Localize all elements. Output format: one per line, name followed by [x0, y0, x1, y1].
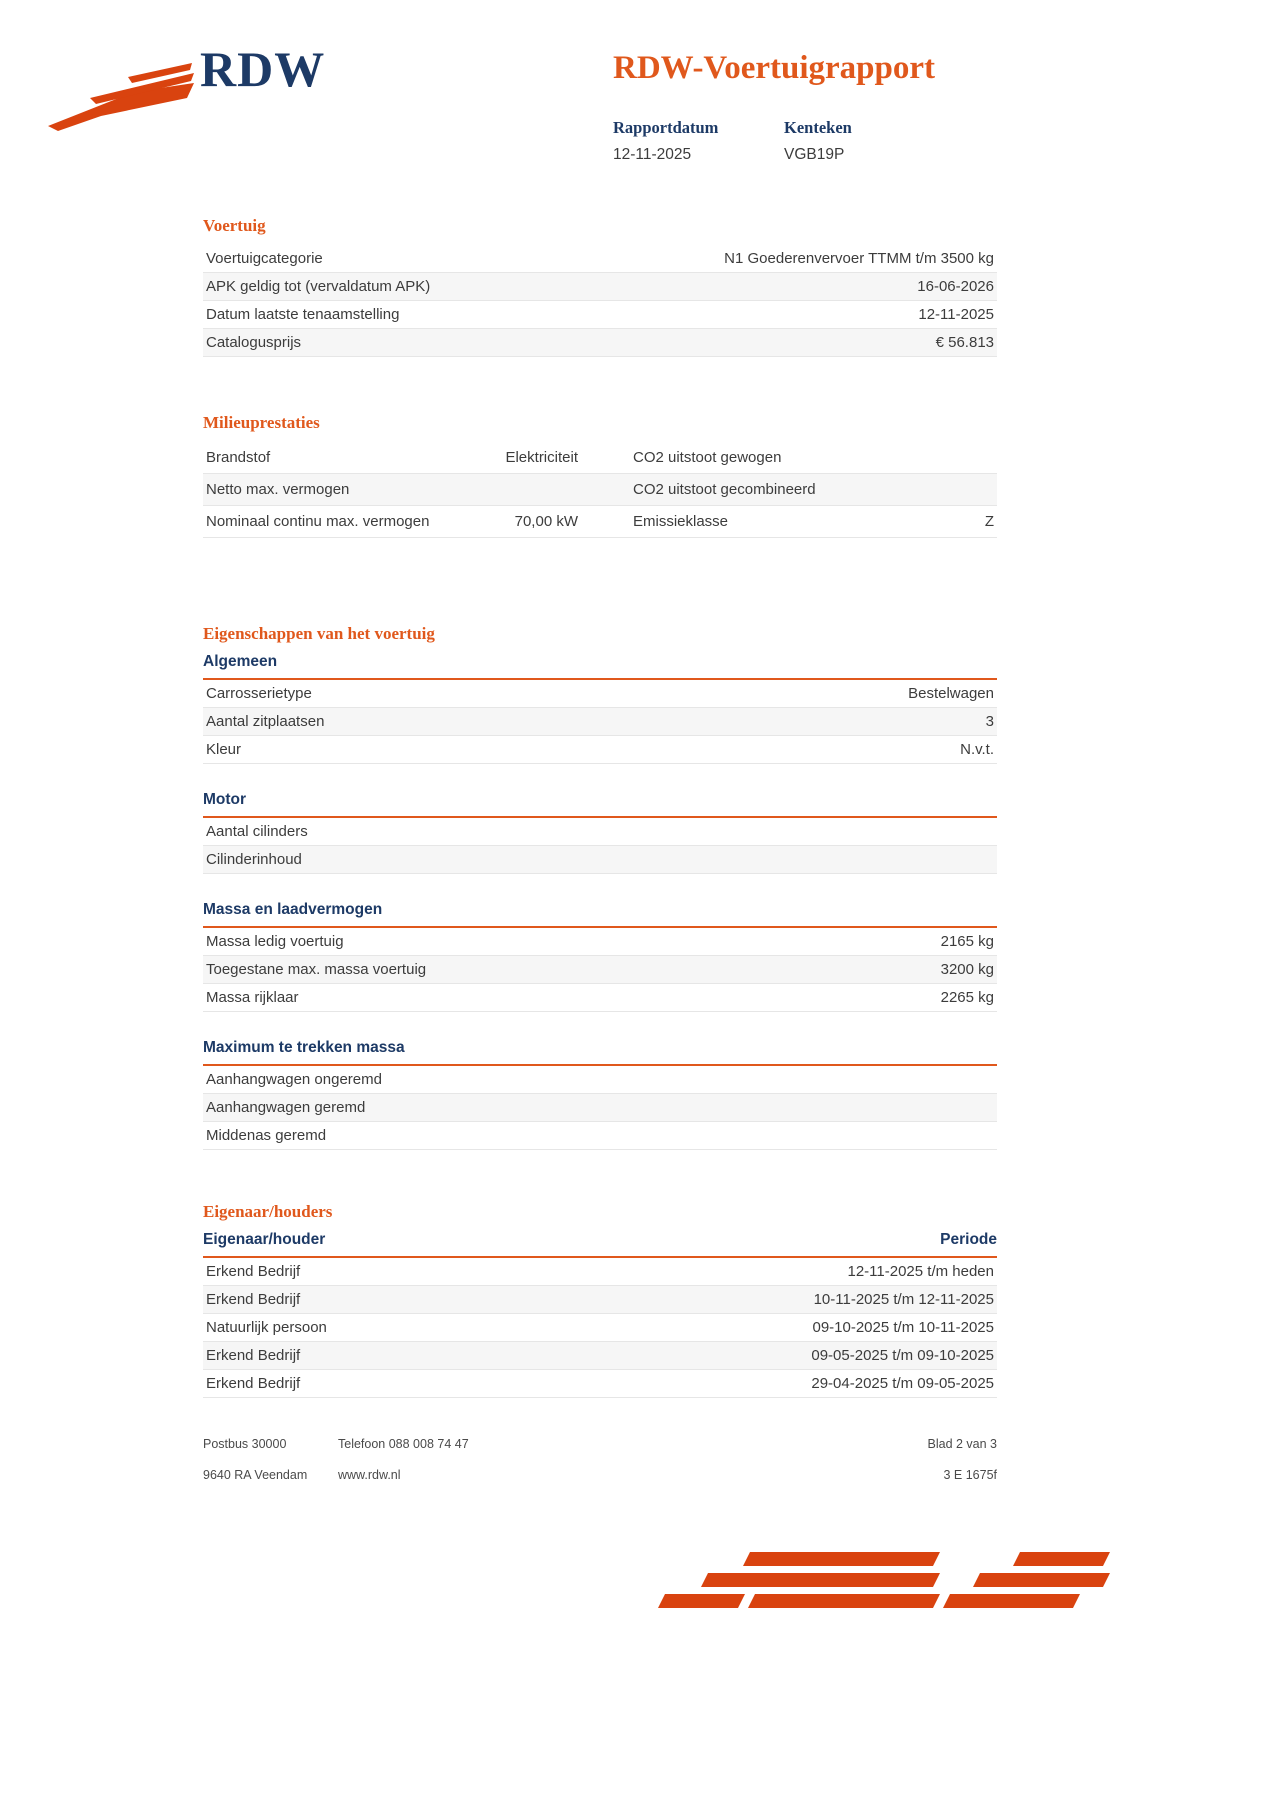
section-title-eigenschappen: Eigenschappen van het voertuig: [203, 624, 435, 643]
license-plate-label: Kenteken: [784, 118, 852, 137]
table-row: [203, 1286, 997, 1314]
license-plate-value: VGB19P: [784, 146, 845, 163]
page-footer: [203, 1437, 997, 1499]
table-row: [203, 1122, 997, 1150]
subsection-massa: [203, 901, 997, 1012]
row-label: Carrosserietype: [206, 685, 312, 702]
subsection-algemeen: [203, 653, 997, 764]
row-value: Elektriciteit: [505, 449, 578, 466]
table-row: [203, 928, 997, 956]
footer-page-info: Blad 2 van 3: [927, 1437, 997, 1451]
section-title-voertuig: Voertuig: [203, 216, 266, 235]
row-label: Catalogusprijs: [206, 334, 302, 351]
subsection-title-algemeen: Algemeen: [203, 653, 997, 680]
section-eigenaar: [203, 1202, 997, 1398]
footer-website: www.rdw.nl: [338, 1468, 401, 1482]
section-title-milieuprestaties: Milieuprestaties: [203, 413, 320, 432]
table-row: [203, 818, 997, 846]
row-label: Brandstof: [206, 449, 271, 466]
table-row: [203, 1342, 997, 1370]
license-plate-block: [784, 118, 852, 164]
owner-cell: Natuurlijk persoon: [206, 1319, 327, 1336]
row-right-pair: [633, 513, 994, 530]
row-value: N.v.t.: [960, 741, 994, 758]
row-label: CO2 uitstoot gecombineerd: [633, 481, 816, 498]
table-row: [203, 442, 997, 474]
row-left-pair: [206, 449, 578, 466]
row-left-pair: [206, 481, 578, 498]
row-value: 12-11-2025: [918, 306, 994, 323]
table-row: [203, 1258, 997, 1286]
decorative-stripes-graphic: [650, 1552, 1110, 1616]
row-label: Toegestane max. massa voertuig: [206, 961, 427, 978]
report-content: [203, 216, 997, 1398]
footer-row: [203, 1468, 997, 1482]
footer-row: [203, 1437, 997, 1451]
row-label: Aantal cilinders: [206, 823, 308, 840]
row-label: Aanhangwagen geremd: [206, 1099, 366, 1116]
section-title-eigenaar: Eigenaar/houders: [203, 1202, 333, 1221]
milieuprestaties-rows: [203, 442, 997, 538]
footer-address-line2: 9640 RA Veendam: [203, 1468, 308, 1482]
section-voertuig: [203, 216, 997, 357]
table-row: [203, 708, 997, 736]
table-row: [203, 736, 997, 764]
table-row: [203, 273, 997, 301]
row-label: Cilinderinhoud: [206, 851, 302, 868]
period-cell: 10-11-2025 t/m 12-11-2025: [813, 1291, 994, 1308]
subsection-title-trekken: Maximum te trekken massa: [203, 1039, 997, 1066]
table-row: [203, 329, 997, 357]
table-row: [203, 506, 997, 538]
trekken-rows: [203, 1066, 997, 1150]
voertuig-rows: [203, 245, 997, 357]
footer-doc-code: 3 E 1675f: [943, 1468, 997, 1482]
row-label: Kleur: [206, 741, 242, 758]
row-left-pair: [206, 513, 578, 530]
row-value: N1 Goederenvervoer TTMM t/m 3500 kg: [724, 250, 994, 267]
period-cell: 09-10-2025 t/m 10-11-2025: [812, 1319, 994, 1336]
algemeen-rows: [203, 680, 997, 764]
row-value: 70,00 kW: [514, 513, 578, 530]
row-label: Voertuigcategorie: [206, 250, 323, 267]
subsection-trekken: [203, 1039, 997, 1150]
page-title: RDW-Voertuigrapport: [613, 50, 936, 86]
motor-rows: [203, 818, 997, 874]
row-label: Netto max. vermogen: [206, 481, 350, 498]
section-milieuprestaties: [203, 413, 997, 538]
row-label: Massa rijklaar: [206, 989, 299, 1006]
row-label: Aanhangwagen ongeremd: [206, 1071, 382, 1088]
row-value: 16-06-2026: [917, 278, 994, 295]
row-label: Aantal zitplaatsen: [206, 713, 325, 730]
report-date-value: 12-11-2025: [613, 146, 692, 163]
table-row: [203, 301, 997, 329]
row-right-pair: [633, 449, 994, 466]
owner-cell: Erkend Bedrijf: [206, 1375, 301, 1392]
row-value: 3200 kg: [940, 961, 994, 978]
row-value: 2165 kg: [940, 933, 994, 950]
table-row: [203, 1314, 997, 1342]
row-label: Massa ledig voertuig: [206, 933, 344, 950]
table-row: [203, 474, 997, 506]
table-row: [203, 245, 997, 273]
row-value: 3: [985, 713, 994, 730]
row-label: Emissieklasse: [633, 513, 729, 530]
table-row: [203, 984, 997, 1012]
owner-cell: Erkend Bedrijf: [206, 1347, 301, 1364]
row-label: APK geldig tot (vervaldatum APK): [206, 278, 431, 295]
table-row: [203, 680, 997, 708]
footer-address-line1: Postbus 30000: [203, 1437, 287, 1451]
table-row: [203, 1066, 997, 1094]
row-label: Nominaal continu max. vermogen: [206, 513, 430, 530]
owner-column-header: Eigenaar/houder: [203, 1231, 326, 1248]
table-row: [203, 956, 997, 984]
row-label: Datum laatste tenaamstelling: [206, 306, 400, 323]
period-cell: 29-04-2025 t/m 09-05-2025: [811, 1375, 994, 1392]
row-value: Z: [984, 513, 994, 530]
subsection-motor: [203, 791, 997, 874]
period-column-header: Periode: [940, 1231, 997, 1248]
footer-phone: Telefoon 088 008 74 47: [338, 1437, 469, 1451]
period-cell: 12-11-2025 t/m heden: [847, 1263, 994, 1280]
rdw-logo-text: RDW: [200, 41, 326, 97]
owner-table-header: [203, 1231, 997, 1258]
row-label: Middenas geremd: [206, 1127, 327, 1144]
owner-cell: Erkend Bedrijf: [206, 1263, 301, 1280]
table-row: [203, 846, 997, 874]
row-label: CO2 uitstoot gewogen: [633, 449, 782, 466]
table-row: [203, 1370, 997, 1398]
owner-rows: [203, 1258, 997, 1398]
subsection-title-massa: Massa en laadvermogen: [203, 901, 997, 928]
subsection-title-motor: Motor: [203, 791, 997, 818]
row-right-pair: [633, 481, 994, 498]
report-meta: [613, 118, 852, 164]
row-value: 2265 kg: [940, 989, 994, 1006]
report-date-block: [613, 118, 784, 164]
row-value: Bestelwagen: [908, 685, 994, 702]
owner-cell: Erkend Bedrijf: [206, 1291, 301, 1308]
row-value: € 56.813: [935, 334, 994, 351]
section-eigenschappen: [203, 624, 997, 1150]
report-date-label: Rapportdatum: [613, 118, 719, 137]
period-cell: 09-05-2025 t/m 09-10-2025: [811, 1347, 994, 1364]
table-row: [203, 1094, 997, 1122]
massa-rows: [203, 928, 997, 1012]
rdw-logo-icon: [46, 58, 196, 138]
